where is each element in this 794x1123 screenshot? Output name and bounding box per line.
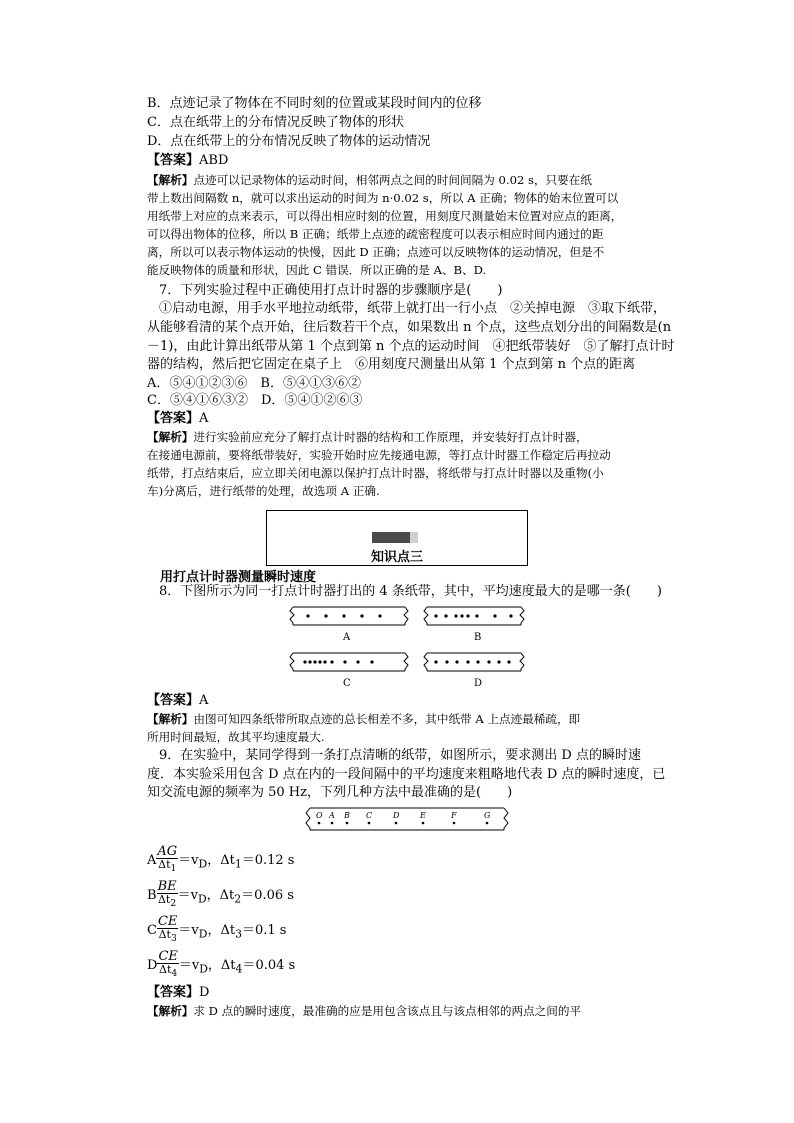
knowledge-point-box: [266, 510, 528, 566]
explanation-line: 纸带，打点结束后，应立即关闭电源以保护打点计时器，将纸带与打点计时器以及重物(小: [147, 466, 604, 480]
tape-label-a: A: [343, 632, 351, 643]
explanation-line: 离，所以可以表示物体运动的快慢，因此 D 正确；点迹可以反映物体的运动情况，但是不: [147, 245, 605, 259]
point-label-e: E: [420, 811, 426, 820]
tape-a: [290, 607, 408, 643]
q8-stem: 8．下图所示为同一打点计时器打出的 4 条纸带，其中，平均速度最大的是哪一条( ): [159, 584, 662, 599]
q9-tape-figure: [300, 804, 515, 834]
answer-value: ABD: [199, 153, 229, 168]
explanation-line: 所用时间最短，故其平均速度最大.: [147, 730, 325, 744]
q7-options-row1: A．⑤④①②③⑥ B．⑤④①③⑥②: [147, 376, 361, 391]
point-label-c: C: [366, 811, 373, 820]
q6-option-c: C．点在纸带上的分布情况反映了物体的形状: [147, 115, 404, 130]
q7-body-line: 从能够看清的某个点开始，往后数若干个点，如果数出 n 个点，这些点划分出的间隔数是(n: [147, 320, 672, 335]
explanation-line: 带上数出间隔数 n，就可以求出运动的时间为 n·0.02 s，所以 A 正确；物体的始末位置可以: [147, 191, 619, 205]
explanation-line: 求 D 点的瞬时速度，最准确的应是用包含该点且与该点相邻的两点之间的平: [193, 1004, 582, 1018]
q9-stem-line: 度．本实验采用包含 D 点在内的一段间隔中的平均速度来粗略地代表 D 点的瞬时速度，已: [147, 767, 666, 782]
answer-value: A: [199, 411, 209, 426]
answer-tag: 【答案】: [147, 985, 200, 1000]
point-label-a: A: [329, 811, 335, 820]
q7-answer: [147, 410, 208, 428]
explanation-line: 可以得出物体的位移，所以 B 正确；纸带上点迹的疏密程度可以表示相应时间内通过的距: [147, 227, 604, 241]
q7-options-row2: C．⑤④①⑥③② D．⑤④①②⑥③: [147, 393, 363, 408]
q9-option-b: B $\frac{BE}{\Delta t_2}$ $=v_D$，$\Delta t_2=0.06$ s: [147, 879, 294, 910]
q9-option-a: A $\frac{AG}{\Delta t_1}$ $=v_D$，$\Delta t_1=0.12$ s: [147, 844, 295, 875]
explanation-line: 在接通电源前，要将纸带装好，实验开始时应先接通电源，等打点计时器工作稳定后再拉动: [147, 448, 611, 462]
q8-tapes-figure: [285, 604, 535, 690]
q6-explanation: [147, 171, 667, 279]
tape-c: [290, 653, 408, 689]
q7-body-line: －1)，由此计算出纸带从第 1 个点到第 n 个点的运动时间 ④把纸带装好 ⑤了解打点计时: [147, 339, 675, 354]
tape-label-c: C: [343, 678, 351, 689]
explanation-tag: 【解析】: [147, 1004, 194, 1018]
q9-answer: [147, 984, 209, 1002]
point-label-b: B: [344, 811, 350, 820]
explanation-line: 点迹可以记录物体的运动时间，相邻两点之间的时间间隔为 0.02 s，只要在纸: [193, 173, 592, 187]
q7-body-line: ①启动电源，用手水平地拉动纸带，纸带上就打出一行小点 ②关掉电源 ③取下纸带，: [159, 301, 667, 316]
point-label-o: O: [316, 811, 323, 820]
explanation-line: 进行实验前应充分了解打点计时器的结构和工作原理，并安装好打点计时器，: [193, 430, 588, 444]
q9-option-c: C $\frac{CE}{\Delta t_3}$ $=v_D$，$\Delta t_3=0.1$ s: [147, 914, 287, 945]
q7-stem: 7．下列实验过程中正确使用打点计时器的步骤顺序是( ): [159, 283, 503, 298]
explanation-line: 由图可知四条纸带所取点迹的总长相差不多，其中纸带 A 上点迹最稀疏，即: [193, 712, 581, 726]
q9-stem-line: 9．在实验中，某同学得到一条打点清晰的纸带，如图所示，要求测出 D 点的瞬时速: [159, 748, 641, 763]
answer-value: A: [199, 693, 209, 708]
q7-body-line: 器的结构，然后把它固定在桌子上 ⑥用刻度尺测量出从第 1 个点到第 n 个点的距离: [147, 357, 636, 372]
knowledge-bar-icon: [372, 532, 418, 543]
explanation-line: 能反映物体的质量和形状，因此 C 错误．所以正确的是 A、B、D.: [147, 263, 487, 277]
q6-option-d: D．点在纸带上的分布情况反映了物体的运动情况: [147, 134, 431, 149]
explanation-tag: 【解析】: [147, 712, 194, 726]
q6-answer: [147, 152, 228, 170]
q8-answer: [147, 692, 208, 710]
answer-tag: 【答案】: [147, 693, 200, 708]
q9-option-d: D $\frac{CE}{\Delta t_4}$ $=v_D$，$\Delta t_4=0.04$ s: [147, 949, 296, 980]
q9-explanation: [147, 1002, 667, 1020]
section-title: 用打点计时器测量瞬时速度: [160, 570, 317, 585]
tape-label-d: D: [474, 678, 483, 689]
q6-option-b: B．点迹记录了物体在不同时刻的位置或某段时间内的位移: [147, 96, 482, 111]
point-label-f: F: [451, 811, 457, 820]
q7-explanation: [147, 428, 667, 500]
explanation-tag: 【解析】: [147, 173, 194, 187]
point-label-g: G: [484, 811, 491, 820]
tape-label-b: B: [474, 632, 482, 643]
answer-tag: 【答案】: [147, 411, 200, 426]
q8-explanation: [147, 710, 667, 746]
explanation-line: 车)分离后，进行纸带的处理，故选项 A 正确.: [147, 484, 380, 498]
tape-b: [424, 607, 524, 643]
q9-stem-line: 知交流电源的频率为 50 Hz，下列几种方法中最准确的是( ): [147, 785, 513, 800]
point-label-d: D: [393, 811, 400, 820]
tape-d: [424, 653, 524, 689]
answer-value: D: [199, 985, 210, 1000]
knowledge-point-label: 知识点三: [370, 550, 423, 565]
explanation-tag: 【解析】: [147, 430, 194, 444]
answer-tag: 【答案】: [147, 153, 200, 168]
explanation-line: 用纸带上对应的点来表示，可以得出相应时刻的位置，用刻度尺测量始末位置对应点的距离，: [147, 209, 623, 223]
